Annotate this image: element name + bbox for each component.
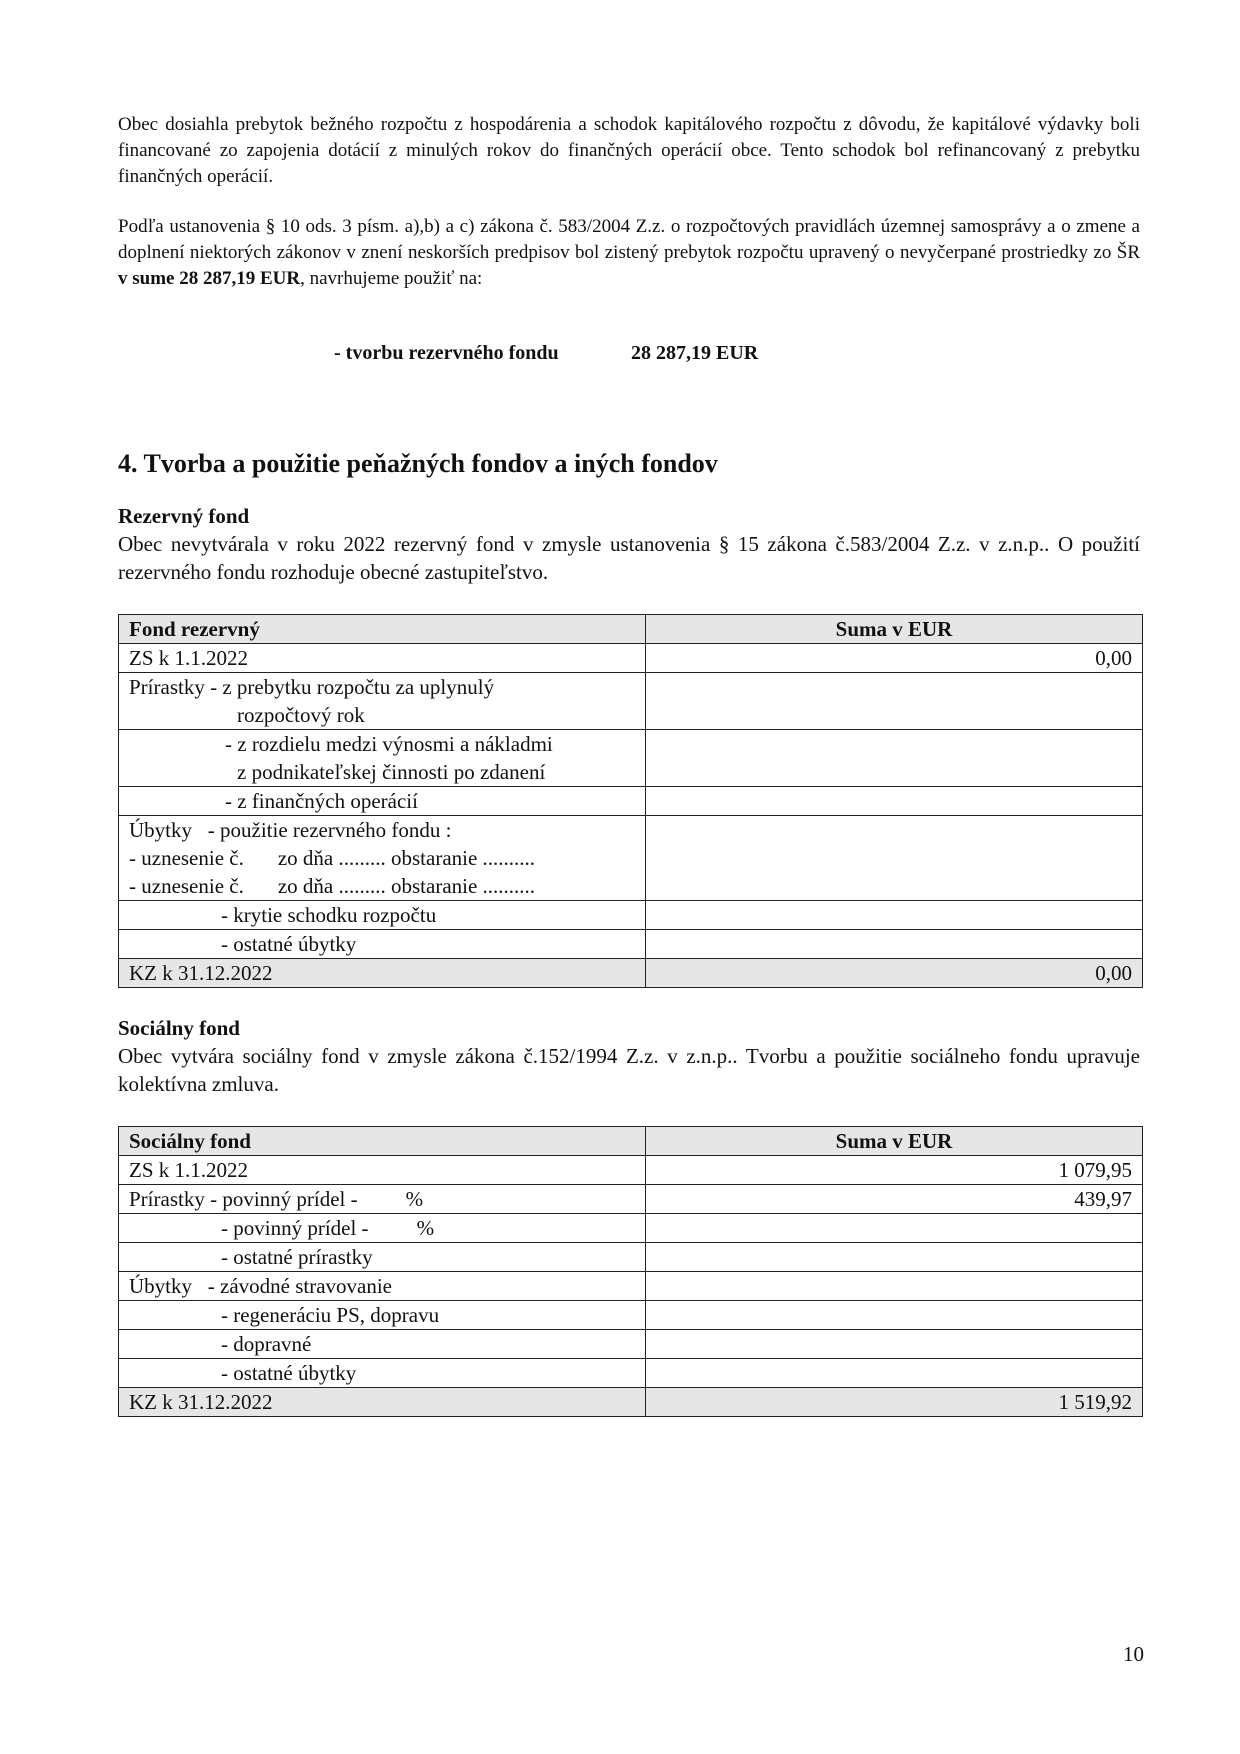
row-value: 0,00 (646, 644, 1143, 673)
row-value (646, 1243, 1143, 1272)
row-label-line: Úbytky - závodné stravovanie (129, 1274, 393, 1298)
table-row (119, 1214, 1143, 1243)
intro-paragraph-1: Obec dosiahla prebytok bežného rozpočtu z hospodárenia a schodok kapitálového rozpočtu z dôvodu, že kapitálové výdavky boli financované zo zapojenia dotácií z minulých rokov do finančných operácií obce. Tento schodok bol refinancovaný z prebytku finančných operácií. (118, 114, 1140, 187)
document-page (118, 112, 1140, 1417)
intro-paragraph-2-amount: v sume 28 287,19 EUR (118, 268, 301, 289)
allocation-label: - tvorbu rezervného fondu (334, 342, 559, 364)
intro-paragraph-2 (118, 214, 1140, 292)
table-row (119, 1359, 1143, 1388)
row-label (119, 1272, 646, 1301)
table-row (119, 787, 1143, 816)
row-label-line: - ostatné prírastky (221, 1245, 373, 1269)
row-label: KZ k 31.12.2022 (119, 959, 646, 988)
row-value: 1 079,95 (646, 1156, 1143, 1185)
row-value (646, 673, 1143, 730)
row-value: 439,97 (646, 1185, 1143, 1214)
reserve-fund-table (118, 614, 1143, 988)
intro-paragraph-2-start: Podľa ustanovenia § 10 ods. 3 písm. a),b) a c) zákona č. 583/2004 Z.z. o rozpočtových pravidlách územnej samosprávy a o zmene a doplnení niektorých zákonov v znení neskorších predpisov bol zistený prebytok rozpočtu upravený o nevyčerpané prostriedky zo ŠR (118, 216, 1140, 263)
row-label-line: z podnikateľskej činnosti po zdanení (237, 760, 546, 784)
table-row (119, 1301, 1143, 1330)
resolution-number-label: - uznesenie č. (129, 874, 244, 898)
row-label-line (129, 1214, 635, 1242)
row-label-line: - z finančných operácií (225, 789, 418, 813)
row-label (119, 901, 646, 930)
table-row (119, 730, 1143, 787)
row-label (119, 1243, 646, 1272)
allocation-line (118, 342, 1140, 368)
row-value (646, 1330, 1143, 1359)
row-label (119, 1214, 646, 1243)
row-label (119, 1359, 646, 1388)
row-label-line: - z rozdielu medzi výnosmi a nákladmi (225, 732, 553, 756)
section-title: 4. Tvorba a použitie peňažných fondov a iných fondov (118, 449, 718, 478)
table-row (119, 673, 1143, 730)
table-header-row (119, 1127, 1143, 1156)
row-label (119, 730, 646, 787)
row-value (646, 816, 1143, 901)
row-label-line: - ostatné úbytky (221, 932, 357, 956)
row-value (646, 1214, 1143, 1243)
row-value: 1 519,92 (646, 1388, 1143, 1417)
row-label-line: Úbytky - použitie rezervného fondu : (129, 818, 452, 842)
table-header-row (119, 615, 1143, 644)
col-header-amount: Suma v EUR (646, 615, 1143, 644)
table-row (119, 1156, 1143, 1185)
contribution-label: - povinný prídel - (221, 1216, 369, 1240)
table-row (119, 1388, 1143, 1417)
percent-sign: % (416, 1216, 435, 1240)
row-value (646, 1272, 1143, 1301)
table-row (119, 930, 1143, 959)
percent-sign: % (405, 1187, 424, 1211)
row-value (646, 901, 1143, 930)
resolution-detail: zo dňa ......... obstaranie .......... (277, 874, 536, 898)
row-label (119, 673, 646, 730)
resolution-number-label: - uznesenie č. (129, 846, 244, 870)
row-label: KZ k 31.12.2022 (119, 1388, 646, 1417)
table-row (119, 1185, 1143, 1214)
row-value (646, 1359, 1143, 1388)
row-label (119, 930, 646, 959)
table-row (119, 1330, 1143, 1359)
table-row (119, 901, 1143, 930)
table-row (119, 644, 1143, 673)
row-label (119, 1185, 646, 1214)
row-label-line: - regeneráciu PS, dopravu (221, 1303, 440, 1327)
row-label (119, 1301, 646, 1330)
reserve-fund-text: Obec nevytvárala v roku 2022 rezervný fond v zmysle ustanovenia § 15 zákona č.583/2004 Z.z. v z.n.p.. O použití rezervného fondu rozhoduje obecné zastupiteľstvo. (118, 532, 1140, 584)
social-fund-table (118, 1126, 1143, 1417)
intro-paragraph-2-end: , navrhujeme použiť na: (300, 268, 483, 289)
reserve-fund-heading: Rezervný fond (118, 504, 250, 528)
row-value (646, 787, 1143, 816)
allocation-value: 28 287,19 EUR (631, 342, 759, 364)
row-label-line: - dopravné (221, 1332, 312, 1356)
row-label-line (129, 1185, 635, 1213)
col-header-amount: Suma v EUR (646, 1127, 1143, 1156)
table-row (119, 959, 1143, 988)
table-row (119, 1272, 1143, 1301)
row-label (119, 787, 646, 816)
table-row (119, 1243, 1143, 1272)
row-label-line (129, 844, 635, 872)
table-row (119, 816, 1143, 901)
page-number: 10 (1123, 1642, 1144, 1666)
row-label-line: rozpočtový rok (237, 703, 365, 727)
resolution-detail: zo dňa ......... obstaranie .......... (277, 846, 536, 870)
row-value (646, 1301, 1143, 1330)
row-label: ZS k 1.1.2022 (119, 1156, 646, 1185)
col-header-fund: Fond rezervný (119, 615, 646, 644)
row-value (646, 730, 1143, 787)
social-fund-heading: Sociálny fond (118, 1016, 240, 1040)
contribution-label: Prírastky - povinný prídel - (129, 1187, 358, 1211)
row-label-line: Prírastky - z prebytku rozpočtu za uplynulý (129, 675, 495, 699)
row-label-line: - ostatné úbytky (221, 1361, 357, 1385)
col-header-fund: Sociálny fond (119, 1127, 646, 1156)
row-label (119, 816, 646, 901)
row-label-line: - krytie schodku rozpočtu (221, 903, 437, 927)
social-fund-text: Obec vytvára sociálny fond v zmysle zákona č.152/1994 Z.z. v z.n.p.. Tvorbu a použitie sociálneho fondu upravuje kolektívna zmluva. (118, 1044, 1140, 1096)
row-value: 0,00 (646, 959, 1143, 988)
row-label-line (129, 872, 635, 900)
row-label (119, 1330, 646, 1359)
row-value (646, 930, 1143, 959)
row-label: ZS k 1.1.2022 (119, 644, 646, 673)
